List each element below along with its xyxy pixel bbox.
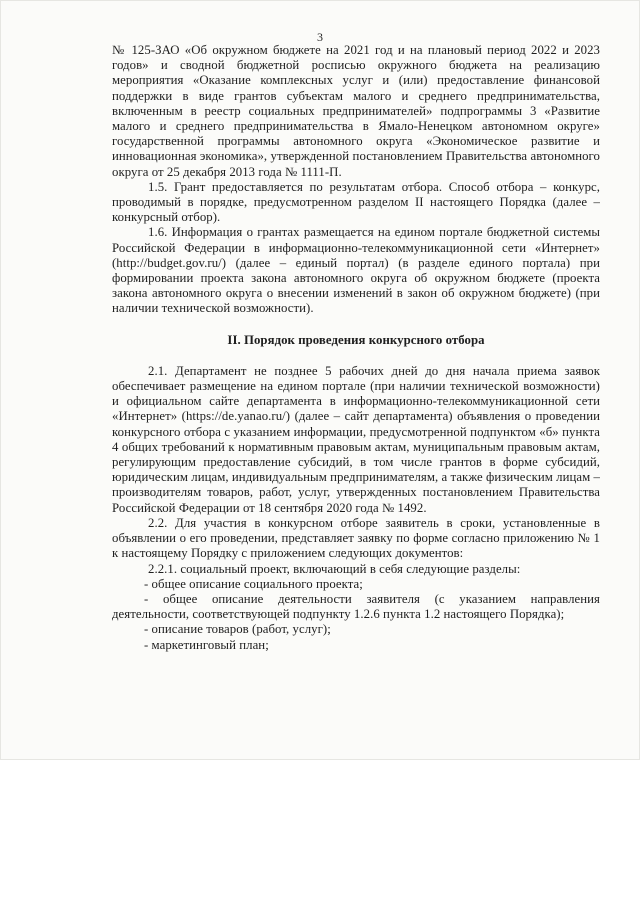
list-item-general-description: - общее описание социального проекта; <box>144 576 363 591</box>
paragraph-2-1: 2.1. Департамент не позднее 5 рабочих дней до дня начала приема заявок обеспечивает размещение на едином портале (при наличии технической возможности) и официальном сайте департамента в информационно-телекоммуникационной сети «Интернет» (https://de.yanao.ru/) (далее – сайт департамента) объявления о проведении конкурсного отбора с указанием информации, предусмотренной подпунктом «б» пункта 4 общих требований к нормативным правовым актам, муниципальным правовым актам, регулирующим предоставление субсидий, в том числе грантов в форме субсидий, юридическим лицам, индивидуальным предпринимателям, а также физическим лицам – производителям товаров, работ, услуг, утвержденных постановлением Правительства Российской Федерации от 18 сентября 2020 года № 1492. <box>112 363 600 515</box>
paragraph-2-2-1: 2.2.1. социальный проект, включающий в себя следующие разделы: <box>148 561 521 576</box>
list-item-goods-description: - описание товаров (работ, услуг); <box>144 622 331 637</box>
section-heading-ii: II. Порядок проведения конкурсного отбора <box>227 332 485 347</box>
paragraph-2-2: 2.2. Для участия в конкурсном отборе заявитель в сроки, установленные в объявлении о его проведении, представляет заявку по форме согласно приложению № 1 к настоящему Порядку с приложением следующих документов: <box>112 515 600 561</box>
paragraph-1-6: 1.6. Информация о грантах размещается на едином портале бюджетной системы Российской Федерации в информационно-телекоммуникационной сети «Интернет» (http://budget.gov.ru/) (далее – единый портал) (в разделе единого портала) при формировании проекта закона автономного округа об окружном бюджете (проекта закона автономного округа о внесении изменений в закон об окружном бюджете) (при наличии технической возможности). <box>112 225 600 316</box>
list-item-activity-description: - общее описание деятельности заявителя (с указанием направления деятельности, соответствующей подпункту 1.2.6 пункта 1.2 настоящего Порядка); <box>112 591 600 622</box>
list-item-marketing-plan: - маркетинговый план; <box>144 637 269 652</box>
document-body <box>112 43 600 653</box>
page-number: 3 <box>317 30 323 44</box>
paragraph-1-5: 1.5. Грант предоставляется по результатам отбора. Способ отбора – конкурс, проводимый в порядке, предусмотренном разделом II настоящего Порядка (далее – конкурсный отбор). <box>112 179 600 225</box>
paragraph-continuation: № 125-ЗАО «Об окружном бюджете на 2021 год и на плановый период 2022 и 2023 годов» и сводной бюджетной росписью окружного бюджета на реализацию мероприятия «Оказание комплексных услуг и (или) предоставление финансовой поддержки в виде грантов субъектам малого и среднего предпринимательства, включенным в реестр социальных предпринимателей» подпрограммы 3 «Развитие малого и среднего предпринимательства в Ямало-Ненецком автономном округе» государственной программы автономного округа «Экономическое развитие и инновационная экономика», утвержденной постановлением Правительства автономного округа от 25 декабря 2013 года № 1111-П. <box>112 43 600 179</box>
